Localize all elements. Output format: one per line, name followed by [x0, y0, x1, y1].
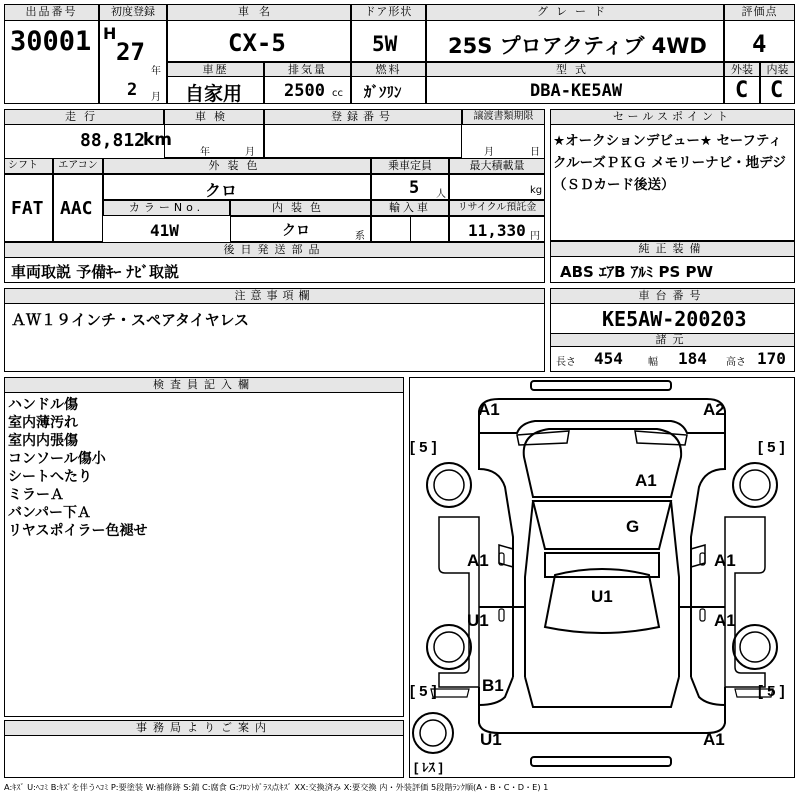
parts: 車両取説 予備ｷｰ ﾅﾋﾞ取説: [11, 263, 179, 281]
mark-spare: [ ﾚｽ ]: [414, 760, 443, 775]
mark-rear-quarter: B1: [482, 676, 504, 695]
mark-front-right: A2: [703, 400, 725, 419]
displacement: 2500: [284, 81, 325, 101]
colorno-label: カラーNo.: [103, 200, 230, 216]
score-label: 評価点: [724, 4, 795, 21]
width-label: 幅: [648, 357, 658, 368]
mark-left-rear-door: U1: [467, 611, 489, 630]
interior-label: 内装: [760, 62, 795, 77]
mark-rear-right: A1: [703, 730, 725, 749]
height: 170: [757, 349, 786, 368]
load-unit: kg: [530, 185, 543, 196]
inspection-year-unit: 年: [200, 147, 210, 158]
recycle-label: リサイクル預託金: [449, 200, 545, 216]
inspector-label: 検査員記入欄: [4, 377, 404, 393]
lot-number-label: 出品番号: [4, 4, 99, 21]
rear-quarter-right: [691, 677, 725, 705]
reg-year: 27: [116, 38, 145, 66]
spare-tire: [413, 713, 453, 753]
capacity-unit: 人: [436, 189, 446, 200]
displacement-label: 排気量: [264, 62, 351, 77]
grade-label: グレード: [426, 4, 724, 21]
tire-front-right-inner: [740, 470, 770, 500]
notes-label: 注意事項欄: [4, 288, 545, 304]
intcolor-label: 内装色: [230, 200, 371, 216]
sales-text: ★オークションデビュー★ セーフティクルーズＰＫＧ メモリーナビ・地デジ（ＳＤカード後送）: [553, 133, 786, 193]
cabin-left: [513, 501, 533, 677]
inspection-month-unit: 月: [245, 147, 255, 158]
parts-label: 後日発送部品: [4, 242, 545, 258]
mirror-right: [691, 545, 705, 567]
mark-tire-rr: [ 5 ]: [758, 683, 785, 700]
equipment-text: ABS ｴｱB ｱﾙﾐ PS PW: [560, 263, 714, 281]
inspector-line: シートへたり: [8, 469, 92, 485]
capacity-label: 乗車定員: [371, 158, 449, 174]
mark-right-front-door: A1: [714, 551, 736, 570]
chassis-number: KE5AW-200203: [602, 307, 747, 331]
mileage-label: 走行: [4, 109, 164, 125]
height-label: 高さ: [726, 357, 746, 368]
color-label: 外装色: [103, 158, 371, 174]
width: 184: [678, 349, 707, 368]
history: 自家用: [185, 83, 243, 105]
import-divider: [410, 216, 411, 242]
fuel: ｶﾞｿﾘﾝ: [364, 83, 402, 101]
ac-label: エアコン: [53, 158, 103, 174]
intcolor: クロ: [282, 223, 310, 239]
mark-tire-fr: [ 5 ]: [758, 439, 785, 456]
car-diagram: [409, 377, 795, 778]
door-handle-rl: [499, 609, 504, 621]
door-handle-rr: [700, 609, 705, 621]
cabin-right: [671, 501, 691, 677]
notes-text: ＡＷ１９インチ・スペアタイヤレス: [11, 311, 250, 329]
legend: A:ｷｽﾞ U:ﾍｺﾐ B:ｷｽﾞを伴うﾍｺﾐ P:要塗装 W:補修跡 S:錆 C:腐食 G:ﾌﾛﾝﾄｶﾞﾗｽ点ｷｽﾞ XX:交換済み X:要交換 内・外装評価 5段階ﾗﾝｸ順(A・B・C・D・E) 1: [4, 782, 549, 792]
km-unit: km: [143, 130, 173, 150]
inspector-line: 室内薄汚れ: [8, 415, 78, 431]
intcolor-suffix: 系: [355, 231, 365, 242]
mark-tire-rl: [ 5 ]: [410, 683, 437, 700]
mark-hood: A1: [635, 471, 657, 490]
chassis-label: 車台番号: [550, 288, 795, 304]
model-label: 型式: [426, 62, 724, 77]
score: 4: [752, 30, 767, 58]
tire-front-left-inner: [434, 470, 464, 500]
load-label: 最大積載量: [449, 158, 545, 174]
spare-tire-inner: [420, 720, 446, 746]
lot-number: 30001: [10, 26, 92, 57]
length-label: 長さ: [556, 357, 576, 368]
front-fender-left: [479, 433, 513, 565]
inspector-line: バンパー下Ａ: [8, 505, 92, 521]
transfer-day: 日: [530, 147, 540, 158]
era: H: [103, 24, 117, 43]
colorno: 41W: [150, 221, 179, 240]
inspector-line: ハンドル傷: [8, 397, 78, 413]
tire-rear-left-inner: [434, 632, 464, 662]
regno-label: 登録番号: [264, 109, 462, 125]
mark-rear-left: U1: [480, 730, 502, 749]
mark-roof: G: [626, 517, 640, 536]
mark-left-front-door: A1: [467, 551, 489, 570]
mark-front-left: A1: [478, 400, 500, 419]
reg-month: 2: [127, 80, 138, 100]
car-name: CX-5: [228, 29, 286, 57]
model: DBA-KE5AW: [530, 81, 623, 101]
door-label: ドア形状: [351, 4, 426, 21]
recycle: 11,330: [468, 221, 526, 240]
shift: FAT: [11, 198, 44, 219]
inspector-line: 室内内張傷: [8, 433, 78, 449]
sales-label: セールスポイント: [550, 109, 795, 125]
rear-bumper-top: [479, 705, 725, 733]
mirror-left: [499, 545, 513, 567]
month-unit: 月: [151, 92, 161, 103]
interior-grade: C: [770, 78, 784, 103]
door: 5W: [372, 32, 398, 56]
mileage: 88,812: [80, 130, 146, 151]
car-name-label: 車名: [167, 4, 351, 21]
grade: 25S プロアクティブ 4WD: [448, 34, 707, 58]
hood: [524, 429, 681, 497]
rear-bumper: [531, 757, 671, 766]
front-fender-right: [691, 433, 725, 565]
transfer-month: 月: [484, 147, 494, 158]
mark-rear-glass: U1: [591, 587, 613, 606]
inspector-line: ミラーＡ: [8, 487, 64, 503]
inspection-label: 車検: [164, 109, 264, 125]
import-label: 輸入車: [371, 200, 449, 216]
length: 454: [594, 349, 623, 368]
front-bumper: [531, 381, 671, 390]
inspector-line: コンソール傷小: [8, 451, 106, 467]
transfer-label: 譲渡書類期限: [462, 109, 545, 125]
equipment-label: 純正装備: [550, 241, 795, 257]
exterior-label: 外装: [724, 62, 760, 77]
fuel-label: 燃料: [351, 62, 426, 77]
front-bumper-top: [479, 399, 725, 433]
inspector-line: リヤスポイラー色褪せ: [8, 523, 148, 539]
recycle-unit: 円: [530, 231, 540, 242]
dims-label: 諸元: [550, 333, 795, 347]
cc-unit: cc: [332, 88, 343, 99]
windshield: [533, 501, 671, 549]
front-body: [479, 421, 725, 433]
history-label: 車歴: [167, 62, 264, 77]
first-registration-label: 初度登録: [99, 4, 167, 21]
tire-rear-right-inner: [740, 632, 770, 662]
rear-body: [525, 677, 679, 707]
mark-tire-fl: [ 5 ]: [410, 439, 437, 456]
ac: AAC: [60, 198, 93, 219]
mark-right-rear-door: A1: [714, 611, 736, 630]
capacity: 5: [409, 178, 420, 198]
year-unit: 年: [151, 66, 161, 77]
exterior-grade: C: [735, 78, 749, 103]
regno-cell: [264, 125, 462, 158]
color: クロ: [205, 181, 238, 200]
office-label: 事務局よりご案内: [4, 720, 404, 736]
shift-label: シフト: [4, 158, 53, 174]
